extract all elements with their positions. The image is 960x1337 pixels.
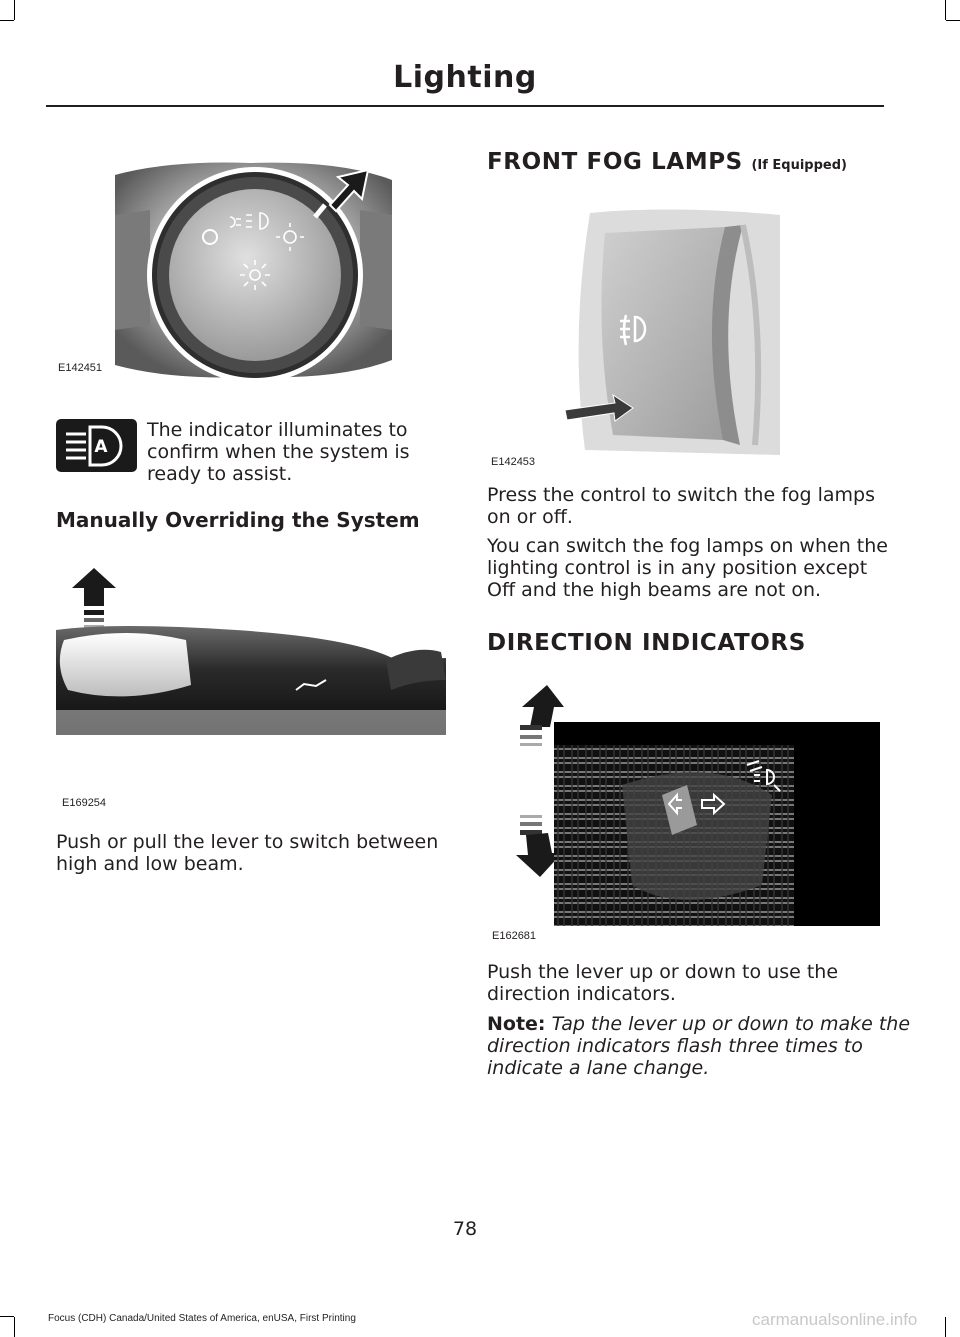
fog-instructions-2	[487, 535, 888, 601]
headlamp-switch-illustration	[110, 155, 395, 383]
text-line: Push or pull the lever to switch between	[56, 831, 439, 853]
crop-mark	[14, 0, 15, 20]
figure-code: E169254	[62, 797, 107, 809]
heading-text: FRONT FOG LAMPS	[487, 149, 743, 175]
note-label: Note:	[487, 1013, 546, 1035]
text-line: You can switch the fog lamps on when the	[487, 535, 888, 557]
footer-text: Focus (CDH) Canada/United States of America, enUSA, First Printing	[48, 1313, 356, 1324]
text-line: ready to assist.	[147, 463, 293, 485]
text-line: on or off.	[487, 506, 573, 528]
text-line: indicate a lane change.	[487, 1057, 710, 1079]
direction-indicator-lever-illustration	[512, 685, 882, 930]
crop-mark	[0, 20, 14, 21]
header-divider	[46, 105, 884, 107]
svg-text:A: A	[94, 437, 108, 457]
crop-mark	[946, 20, 960, 21]
high-beam-lever-illustration	[56, 560, 446, 780]
note-first-line	[487, 1013, 910, 1035]
indicator-description	[147, 419, 410, 485]
figure-code: E162681	[492, 930, 537, 942]
watermark: carmanualsonline.info	[752, 1310, 918, 1329]
if-equipped-label: (If Equipped)	[751, 158, 847, 173]
text-line: direction indicators.	[487, 983, 676, 1005]
crop-mark	[945, 1317, 946, 1337]
section-heading-front-fog-lamps	[487, 149, 847, 175]
figure-code: E142451	[58, 362, 103, 374]
section-heading-direction-indicators: DIRECTION INDICATORS	[487, 630, 806, 656]
text-line: high and low beam.	[56, 853, 244, 875]
section-heading-manual-override: Manually Overriding the System	[56, 508, 420, 532]
page-title: Lighting	[393, 60, 537, 95]
text-line: Tap the lever up or down to make the	[551, 1013, 911, 1035]
text-line: direction indicators flash three times to	[487, 1035, 863, 1057]
direction-instructions	[487, 961, 838, 1005]
crop-mark	[0, 1316, 14, 1317]
text-line: Push the lever up or down to use the	[487, 961, 839, 983]
text-line: confirm when the system is	[147, 441, 410, 463]
crop-mark	[14, 1317, 15, 1337]
auto-high-beam-indicator-icon	[56, 419, 137, 472]
lever-instructions	[56, 831, 438, 875]
text-line: lighting control is in any position except	[487, 557, 868, 579]
crop-mark	[945, 0, 946, 20]
page-number: 78	[452, 1218, 478, 1240]
text-line: The indicator illuminates to	[147, 419, 408, 441]
text-line: Press the control to switch the fog lamps	[487, 484, 875, 506]
fog-lamp-control-illustration	[555, 205, 785, 460]
fog-instructions-1	[487, 484, 875, 528]
figure-code: E142453	[491, 456, 536, 468]
text-line: Off and the high beams are not on.	[487, 579, 822, 601]
note	[487, 1013, 910, 1079]
